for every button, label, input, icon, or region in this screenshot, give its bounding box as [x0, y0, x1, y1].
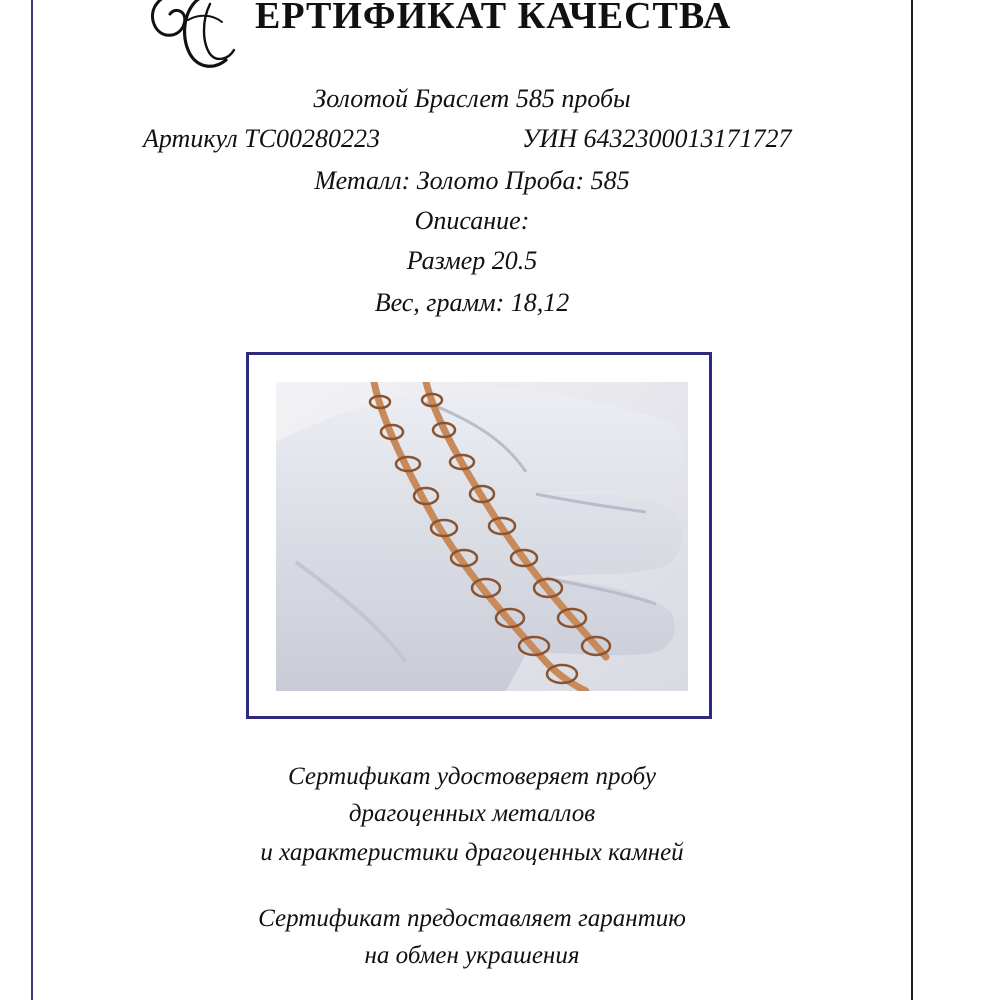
certificate-title: ЕРТИФИКАТ КАЧЕСТВА — [255, 0, 732, 37]
footer-line-5: на обмен украшения — [364, 942, 580, 969]
footer-line-2: драгоценных металлов — [348, 800, 596, 827]
weight-info: Вес, грамм: 18,12 — [374, 288, 570, 317]
size-info: Размер 20.5 — [406, 246, 538, 275]
product-name: Золотой Браслет 585 пробы — [313, 84, 631, 113]
metal-info: Металл: Золото Проба: 585 — [314, 166, 630, 195]
footer-line-4: Сертификат предоставляет гарантию — [258, 905, 686, 932]
product-photo-frame — [246, 352, 712, 719]
monogram-logo-icon — [140, 0, 250, 80]
footer-line-1: Сертификат удостоверяет пробу — [288, 763, 656, 790]
gold-chain-bracelet-photo — [276, 382, 688, 691]
footer-line-3: и характеристики драгоценных камней — [260, 839, 684, 866]
uin-number: УИН 6432300013171727 — [522, 124, 792, 153]
article-number: Артикул ТС00280223 — [143, 124, 380, 153]
description-label: Описание: — [414, 206, 530, 235]
